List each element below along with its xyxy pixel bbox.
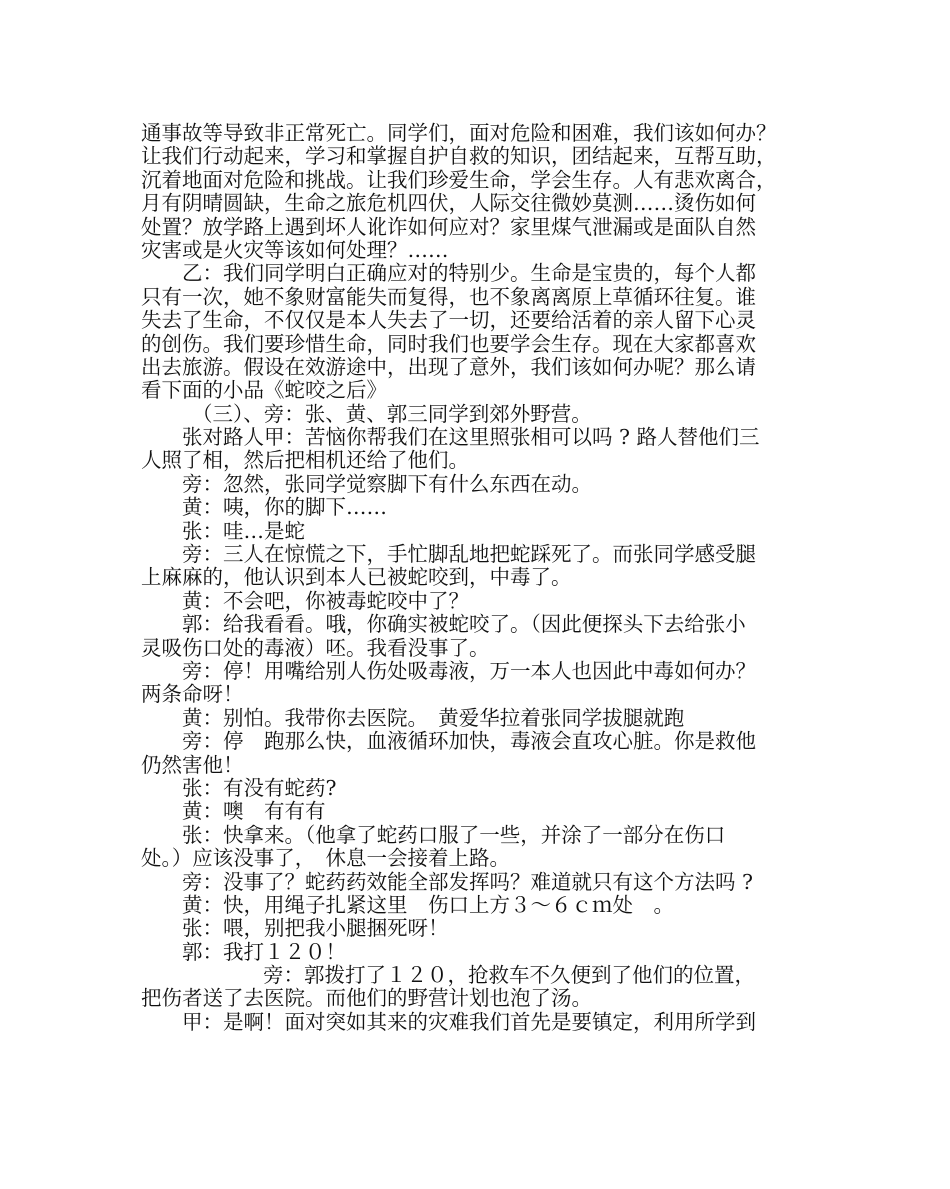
text-line: 处。）应该没事了， 休息一会接着上路。 bbox=[141, 846, 510, 871]
text-line: 张：喂，别把我小腿捆死呀！ bbox=[182, 916, 449, 941]
text-line: 人照了相，然后把相机还给了他们。 bbox=[141, 448, 469, 473]
text-line: 上麻麻的，他认识到本人已被蛇咬到，中毒了。 bbox=[141, 565, 572, 590]
text-line: 黄：快，用绳子扎紧这里 伤口上方３～６ｃｍ处 。 bbox=[182, 892, 674, 917]
text-line: 灾害或是火灾等该如何处理？…… bbox=[141, 237, 449, 262]
text-line: 通事故等导致非正常死亡。同学们，面对危险和困难，我们该如何办？ bbox=[141, 121, 777, 145]
text-line: 失去了生命，不仅仅是本人失去了一切，还要给活着的亲人留下心灵 bbox=[141, 308, 756, 333]
text-line: 出去旅游。假设在效游途中，出现了意外，我们该如何办呢？那么请 bbox=[141, 354, 756, 379]
text-line: 灵吸伤口处的毒液）呸。我看没事了。 bbox=[141, 635, 490, 660]
text-line: 旁：忽然，张同学觉察脚下有什么东西在动。 bbox=[182, 471, 592, 496]
text-line: 张：快拿来。（他拿了蛇药口服了一些，并涂了一部分在伤口 bbox=[182, 822, 726, 847]
text-line: 乙：我们同学明白正确应对的特别少。生命是宝贵的，每个人都 bbox=[182, 261, 756, 286]
text-line: 黄：不会吧，你被毒蛇咬中了？ bbox=[182, 588, 469, 613]
text-line: 把伤者送了去医院。而他们的野营计划也泡了汤。 bbox=[141, 986, 592, 1011]
text-line: 郭：给我看看。哦，你确实被蛇咬了。（因此便探头下去给张小 bbox=[182, 612, 746, 637]
text-line: 处置？放学路上遇到坏人讹诈如何应对？家里煤气泄漏或是面队自然 bbox=[141, 214, 756, 239]
text-line: 张：哇…是蛇 bbox=[182, 518, 305, 543]
text-line: 沉着地面对危险和挑战。让我们珍爱生命，学会生存。人有悲欢离合， bbox=[141, 167, 777, 192]
text-line: 旁：没事了？蛇药药效能全部发挥吗？难道就只有这个方法吗 ? bbox=[182, 869, 754, 894]
text-line: 黄：咦，你的脚下…… bbox=[182, 495, 387, 520]
text-line: 旁：郭拨打了１２０，抢救车不久便到了他们的位置， bbox=[263, 963, 755, 988]
text-line: 让我们行动起来，学习和掌握自护自救的知识，团结起来，互帮互助， bbox=[141, 144, 777, 169]
text-line: 两条命呀！ bbox=[141, 682, 244, 707]
document-body bbox=[141, 122, 821, 1034]
text-line: 只有一次，她不象财富能失而复得，也不象离离原上草循环往复。谁 bbox=[141, 284, 756, 309]
text-line: 旁：停！用嘴给别人伤处吸毒液，万一本人也因此中毒如何办？ bbox=[182, 658, 756, 683]
text-line: 黄：别怕。我带你去医院。 黄爱华拉着张同学拔腿就跑 bbox=[182, 705, 685, 730]
text-line: 张对路人甲：苦恼你帮我们在这里照张相可以吗 ? 路人替他们三 bbox=[182, 425, 760, 450]
text-line: 看下面的小品《蛇咬之后》 bbox=[141, 378, 387, 403]
text-line: 郭：我打１２０！ bbox=[182, 939, 346, 964]
text-line: 甲：是啊！面对突如其来的灾难我们首先是要镇定，利用所学到 bbox=[182, 1009, 756, 1034]
text-line: 旁：停 跑那么快，血液循环加快，毒液会直攻心脏。你是救他 bbox=[182, 729, 756, 754]
text-line: 的创伤。我们要珍惜生命，同时我们也要学会生存。现在大家都喜欢 bbox=[141, 331, 756, 356]
text-line: 张：有没有蛇药? bbox=[182, 775, 337, 800]
text-line: （三）、旁：张、黄、郭三同学到郊外野营。 bbox=[192, 401, 592, 426]
text-line: 仍然害他！ bbox=[141, 752, 244, 777]
text-line: 黄：噢 有有有 bbox=[182, 799, 326, 824]
text-line: 月有阴晴圆缺，生命之旅危机四伏，人际交往微妙莫测……烫伤如何 bbox=[141, 191, 756, 216]
text-line: 旁：三人在惊慌之下，手忙脚乱地把蛇踩死了。而张同学感受腿 bbox=[182, 542, 756, 567]
